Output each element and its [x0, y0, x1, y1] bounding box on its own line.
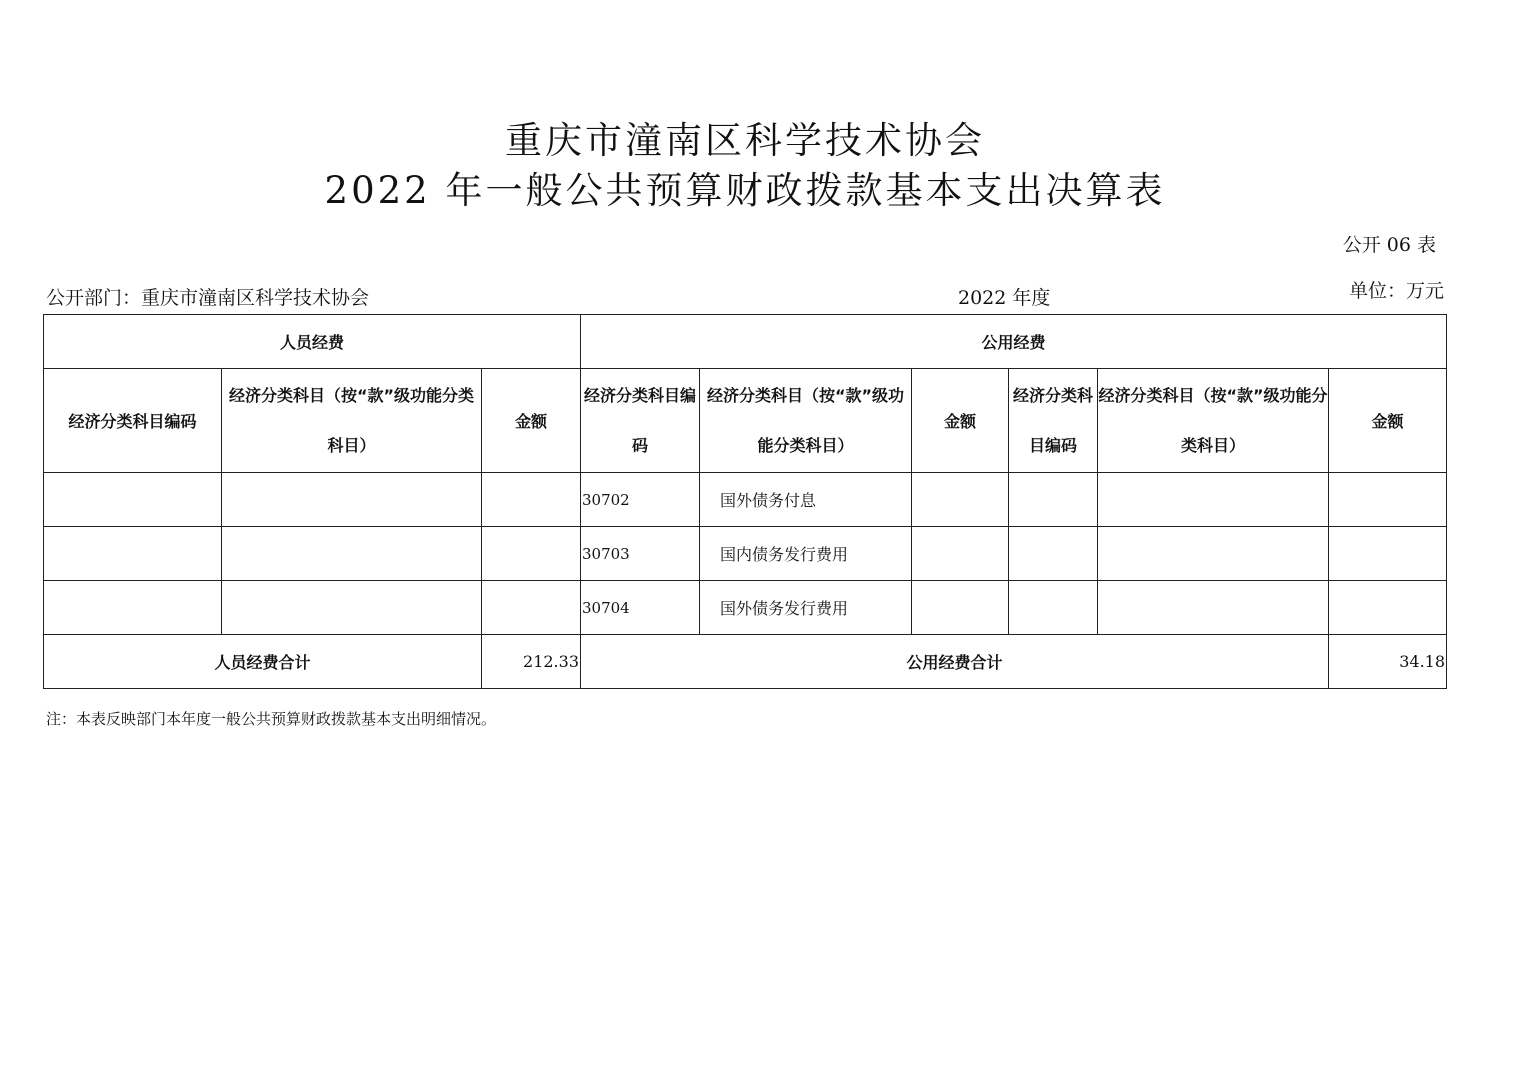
document-subtitle: 2022 年一般公共预算财政拨款基本支出决算表 [324, 169, 1166, 212]
cell-public1-name: 国内债务发行费用 [700, 527, 912, 581]
column-header-public2-code: 经济分类科目编码 [1009, 369, 1098, 473]
cell-personnel-name [222, 581, 482, 635]
cell-public2-amount [1329, 473, 1447, 527]
cell-public1-code: 30703 [581, 527, 700, 581]
personnel-group-header: 人员经费 [44, 315, 581, 369]
department-label: 公开部门：重庆市潼南区科学技术协会 [46, 287, 370, 309]
column-header-personnel-amount: 金额 [482, 369, 581, 473]
cell-public2-name [1098, 473, 1329, 527]
column-header-public1-name: 经济分类科目（按“款”级功能分类科目） [700, 369, 912, 473]
cell-public2-code [1009, 581, 1098, 635]
column-header-personnel-code: 经济分类科目编码 [44, 369, 222, 473]
cell-personnel-amount [482, 527, 581, 581]
column-header-personnel-name: 经济分类科目（按“款”级功能分类科目） [222, 369, 482, 473]
cell-public2-amount [1329, 527, 1447, 581]
unit-label: 单位：万元 [1348, 280, 1444, 302]
cell-personnel-code [44, 581, 222, 635]
personnel-total-value: 212.33 [482, 635, 581, 689]
table-row [44, 473, 1447, 527]
public-total-label: 公用经费合计 [581, 635, 1329, 689]
public-total-value: 34.18 [1329, 635, 1447, 689]
cell-public2-name [1098, 527, 1329, 581]
table-column-header-row [44, 369, 1447, 473]
cell-personnel-amount [482, 581, 581, 635]
column-header-public2-amount: 金额 [1329, 369, 1447, 473]
personnel-total-label: 人员经费合计 [44, 635, 482, 689]
cell-public1-name: 国外债务发行费用 [700, 581, 912, 635]
table-row [44, 581, 1447, 635]
table-row [44, 527, 1447, 581]
cell-personnel-name [222, 473, 482, 527]
cell-personnel-amount [482, 473, 581, 527]
cell-public1-amount [912, 581, 1009, 635]
cell-public1-code: 30702 [581, 473, 700, 527]
cell-public2-name [1098, 581, 1329, 635]
cell-public1-amount [912, 473, 1009, 527]
public-group-header: 公用经费 [581, 315, 1447, 369]
totals-row [44, 635, 1447, 689]
document-title: 重庆市潼南区科学技术协会 [505, 119, 985, 162]
cell-personnel-code [44, 527, 222, 581]
form-code: 公开 06 表 [1342, 234, 1436, 256]
cell-public1-amount [912, 527, 1009, 581]
cell-public2-code [1009, 527, 1098, 581]
cell-public2-code [1009, 473, 1098, 527]
cell-public2-amount [1329, 581, 1447, 635]
column-header-public1-code: 经济分类科目编码 [581, 369, 700, 473]
column-header-public1-amount: 金额 [912, 369, 1009, 473]
fiscal-year: 2022 年度 [958, 287, 1051, 309]
budget-table [43, 314, 1447, 689]
table-note: 注：本表反映部门本年度一般公共预算财政拨款基本支出明细情况。 [46, 710, 497, 728]
cell-public1-code: 30704 [581, 581, 700, 635]
cell-public1-name: 国外债务付息 [700, 473, 912, 527]
cell-personnel-name [222, 527, 482, 581]
cell-personnel-code [44, 473, 222, 527]
table-group-header-row [44, 315, 1447, 369]
column-header-public2-name: 经济分类科目（按“款”级功能分类科目） [1098, 369, 1329, 473]
